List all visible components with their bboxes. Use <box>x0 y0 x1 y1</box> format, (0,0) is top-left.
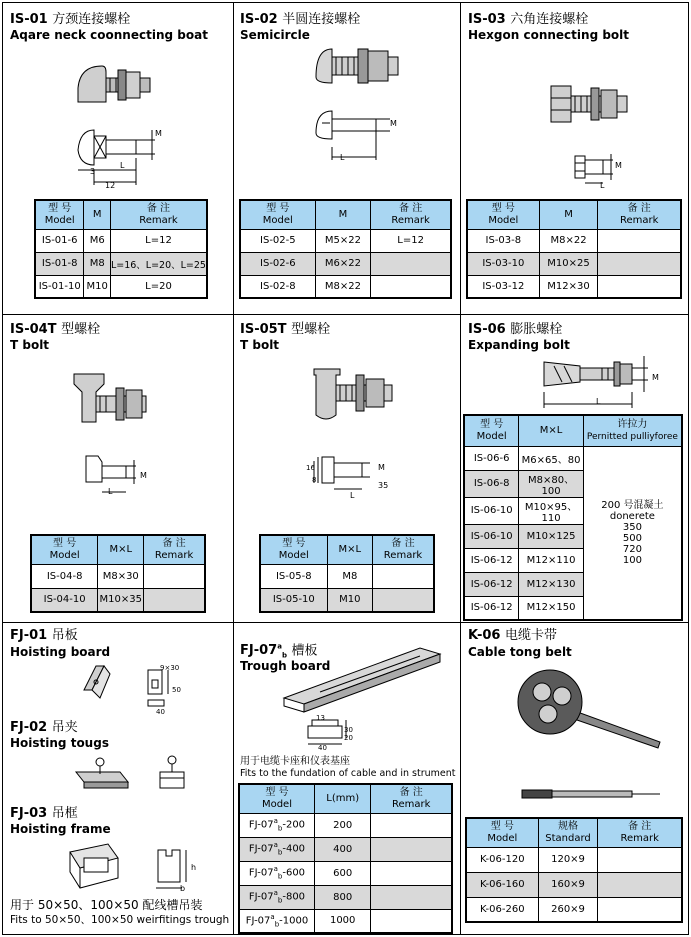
k06-drawing <box>510 662 680 812</box>
fj07-dim-20: 20 <box>344 734 353 742</box>
cell-model: IS-03-12 <box>467 275 539 298</box>
fj07-dim-13: 13 <box>316 714 325 722</box>
fj07-col-remark <box>371 784 452 813</box>
header-remark-en: Remark <box>154 549 194 561</box>
k06-col-remark <box>598 818 682 847</box>
is06-col-force <box>583 415 682 446</box>
header-model-en: Model <box>487 832 518 844</box>
is01-table <box>34 199 208 299</box>
is04-title <box>10 322 100 337</box>
cell-remark <box>598 275 681 298</box>
header-remark-en: Remark <box>620 832 659 844</box>
header-model-cn: 型 号 <box>491 202 515 214</box>
is04-dim-l: L <box>108 487 113 496</box>
cell-m: M10 <box>84 275 111 298</box>
k06-title-en: Cable tong belt <box>468 645 572 659</box>
fj07-title-cn: 槽板 <box>291 643 318 659</box>
header-remark-en: Remark <box>383 549 423 561</box>
fj07-note-cn: 用于电缆卡座和仪表基座 <box>240 756 350 767</box>
header-model-en: Model <box>476 430 507 442</box>
cell-remark <box>371 885 452 909</box>
is01-title <box>10 12 130 27</box>
table-row <box>464 446 682 470</box>
cell-m: M8×22 <box>315 275 371 298</box>
table-row <box>239 909 452 933</box>
model-sup: a <box>273 841 278 850</box>
cell-standard: 120×9 <box>538 847 598 872</box>
is03-code: IS-03 <box>468 12 506 27</box>
is03-col-m: M <box>539 200 598 229</box>
k06-title <box>468 628 557 643</box>
fj01-dim-a: 9×30 <box>160 664 180 672</box>
is06-dim-l: L <box>596 397 601 406</box>
is04-dim-m: M <box>140 471 147 480</box>
cell-model: IS-06-12 <box>464 572 519 596</box>
model-sub: b <box>277 848 283 857</box>
cell-model: IS-01-6 <box>35 229 84 252</box>
fj01-dim-b: 40 <box>156 708 165 716</box>
cell-remark <box>598 229 681 252</box>
cell-model: IS-06-10 <box>464 524 519 548</box>
cell-model: IS-04-10 <box>31 588 98 612</box>
cell-ml: M10 <box>327 588 372 612</box>
is03-title-cn: 六角连接螺栓 <box>510 12 589 27</box>
is02-dim-m: M <box>390 119 397 128</box>
is06-col-model <box>464 415 519 446</box>
is05-dim-16: 16 <box>306 464 315 472</box>
is06-title <box>468 322 562 337</box>
header-model-cn: 型 号 <box>490 820 514 832</box>
is04-col-ml: M×L <box>98 535 144 564</box>
table-row <box>239 837 452 861</box>
is04-title-cn: 型螺栓 <box>61 322 101 337</box>
header-remark-en: Remark <box>139 214 178 226</box>
is02-table <box>239 199 452 299</box>
table-row <box>260 588 434 612</box>
cell-model <box>239 837 314 861</box>
fj07-sup: a <box>277 643 282 651</box>
cell-remark <box>373 588 434 612</box>
cell-ml: M8×80、100 <box>519 470 583 497</box>
fj07-dim-30: 30 <box>344 726 353 734</box>
header-remark-cn: 备 注 <box>399 202 423 214</box>
is03-title-en: Hexgon connecting bolt <box>468 28 630 42</box>
is01-title-cn: 方颈连接螺栓 <box>52 12 131 27</box>
is02-bolt-drawing <box>310 35 420 175</box>
table-row <box>467 252 681 275</box>
model-sub: b <box>277 824 283 833</box>
k06-title-cn: 电缆卡带 <box>504 628 557 643</box>
header-remark-cn: 备 注 <box>146 202 171 214</box>
table-row <box>260 564 434 588</box>
force-note-en: donerete <box>609 510 655 522</box>
table-row <box>466 847 682 872</box>
fj03-note-cn: 用于 50×50、100×50 配线槽吊装 <box>10 898 203 912</box>
model-suffix: -800 <box>282 891 306 903</box>
cell-model: IS-06-8 <box>464 470 519 497</box>
header-standard-cn: 规格 <box>558 820 579 832</box>
k06-code: K-06 <box>468 628 501 643</box>
header-force-cn: 许拉力 <box>617 418 648 430</box>
is01-dim-m: M <box>155 129 162 138</box>
cell-model: IS-01-8 <box>35 252 84 275</box>
is01-code: IS-01 <box>10 12 48 27</box>
fj01-code: FJ-01 <box>10 628 48 643</box>
column-divider <box>460 2 461 935</box>
cell-model: IS-02-5 <box>240 229 315 252</box>
cell-remark <box>144 588 205 612</box>
fj02-title-en: Hoisting tougs <box>10 736 109 750</box>
is06-title-en: Expanding bolt <box>468 338 570 352</box>
cell-ml: M8 <box>327 564 372 588</box>
model-base: FJ-07 <box>248 819 274 831</box>
is05-code: IS-05T <box>240 322 287 337</box>
is05-dim-8: 8 <box>312 476 317 484</box>
fj07-title-en: Trough board <box>240 659 331 673</box>
cell-remark <box>371 837 452 861</box>
cell-remark: L=16、L=20、L=25 <box>110 252 207 275</box>
cell-l: 1000 <box>314 909 370 933</box>
header-model-en: Model <box>488 214 519 226</box>
table-row <box>240 275 451 298</box>
is01-col-remark <box>110 200 207 229</box>
cell-remark <box>371 275 451 298</box>
fj07-note-en: Fits to the fundation of cable and in strument <box>240 768 456 779</box>
force-value: 350 <box>622 521 642 533</box>
fj03-dim-b: b <box>180 884 186 893</box>
header-remark-cn: 备 注 <box>162 537 186 549</box>
is04-code: IS-04T <box>10 322 57 337</box>
fj03-title-cn: 吊框 <box>51 806 78 821</box>
cell-ml: M12×130 <box>519 572 583 596</box>
is01-dim-12: 12 <box>105 181 116 190</box>
model-sup: a <box>273 865 278 874</box>
is03-bolt-drawing <box>545 78 645 193</box>
table-row <box>240 252 451 275</box>
is02-col-model <box>240 200 315 229</box>
is02-col-remark <box>371 200 451 229</box>
model-sup: a <box>273 889 278 898</box>
header-remark-en: Remark <box>391 214 430 226</box>
header-model-en: Model <box>262 214 293 226</box>
table-row <box>31 564 205 588</box>
table-row <box>35 275 207 298</box>
fj01-title-en: Hoisting board <box>10 645 111 659</box>
cell-standard: 160×9 <box>538 872 598 897</box>
header-remark-cn: 备 注 <box>628 820 652 832</box>
is04-bolt-drawing <box>70 370 190 500</box>
cell-model: K-06-260 <box>466 897 538 922</box>
header-remark-cn: 备 注 <box>399 786 423 798</box>
cell-ml: M10×125 <box>519 524 583 548</box>
is05-title <box>240 322 330 337</box>
is06-bolt-drawing <box>540 352 670 412</box>
is05-col-remark <box>373 535 434 564</box>
cell-l: 600 <box>314 861 370 885</box>
is01-title-en: Aqare neck coonnecting boat <box>10 28 208 42</box>
fj07-col-l: L(mm) <box>314 784 370 813</box>
fj02-drawing <box>70 752 200 797</box>
is01-dim-l: L <box>120 161 125 170</box>
is03-dim-l: L <box>600 181 605 190</box>
model-sup: a <box>273 817 278 826</box>
header-force-en: Pernitted pulliyforee <box>586 431 678 442</box>
fj07-code-text: FJ-07 <box>240 643 278 659</box>
cell-remark <box>598 897 682 922</box>
cell-model: IS-06-10 <box>464 497 519 524</box>
force-note-cn: 200 号混凝土 <box>601 499 664 511</box>
header-remark-cn: 备 注 <box>391 537 415 549</box>
is02-code: IS-02 <box>240 12 278 27</box>
cell-model: IS-06-12 <box>464 548 519 572</box>
cell-remark: L=20 <box>110 275 207 298</box>
header-model-en: Model <box>44 214 75 226</box>
fj01-dim-c: 50 <box>172 686 181 694</box>
is05-dim-35: 35 <box>378 481 389 490</box>
force-value: 500 <box>622 532 642 544</box>
header-model-cn: 型 号 <box>265 786 289 798</box>
cell-model: IS-06-12 <box>464 596 519 620</box>
cell-model: IS-03-8 <box>467 229 539 252</box>
k06-col-model <box>466 818 538 847</box>
header-model-cn: 型 号 <box>480 418 504 430</box>
cell-ml: M10×95、110 <box>519 497 583 524</box>
fj01-title <box>10 628 78 643</box>
cell-remark: L=12 <box>371 229 451 252</box>
fj02-title <box>10 720 78 735</box>
table-row <box>239 861 452 885</box>
cell-m: M12×30 <box>539 275 598 298</box>
cell-remark <box>371 813 452 837</box>
cell-model: IS-01-10 <box>35 275 84 298</box>
is04-title-en: T bolt <box>10 338 50 352</box>
cell-l: 400 <box>314 837 370 861</box>
model-sub: b <box>274 920 280 929</box>
table-row <box>239 885 452 909</box>
cell-model: IS-06-6 <box>464 446 519 470</box>
row-divider <box>2 622 689 623</box>
header-model-en: Model <box>261 798 292 810</box>
k06-col-standard <box>538 818 598 847</box>
fj02-title-cn: 吊夹 <box>51 720 78 735</box>
model-suffix: -200 <box>282 819 306 831</box>
model-base: FJ-07 <box>248 891 274 903</box>
is06-code: IS-06 <box>468 322 506 337</box>
is02-col-m: M <box>315 200 371 229</box>
is05-col-ml: M×L <box>327 535 372 564</box>
is01-col-m: M <box>84 200 111 229</box>
table-row <box>35 252 207 275</box>
header-model-en: Model <box>278 549 309 561</box>
table-row <box>467 275 681 298</box>
fj02-code: FJ-02 <box>10 720 48 735</box>
fj07-table <box>238 783 453 934</box>
cell-m: M6×22 <box>315 252 371 275</box>
cell-remark <box>598 252 681 275</box>
cell-m: M5×22 <box>315 229 371 252</box>
header-remark-en: Remark <box>391 798 431 810</box>
cell-model: K-06-160 <box>466 872 538 897</box>
is05-title-en: T bolt <box>240 338 280 352</box>
is01-dim-3: 3 <box>90 167 96 176</box>
fj03-code: FJ-03 <box>10 806 48 821</box>
cell-remark <box>373 564 434 588</box>
header-model-cn: 型 号 <box>266 202 290 214</box>
model-suffix: -600 <box>282 867 306 879</box>
cell-standard: 260×9 <box>538 897 598 922</box>
model-sub: b <box>277 896 283 905</box>
cell-remark <box>598 847 682 872</box>
cell-ml: M10×35 <box>98 588 144 612</box>
cell-m: M8 <box>84 252 111 275</box>
k06-table <box>465 817 683 923</box>
cell-model: K-06-120 <box>466 847 538 872</box>
row-divider <box>2 314 689 315</box>
cell-remark <box>371 252 451 275</box>
fj03-title-en: Hoisting frame <box>10 822 111 836</box>
cell-model: IS-03-10 <box>467 252 539 275</box>
force-value: 100 <box>622 554 642 566</box>
is02-title <box>240 12 360 27</box>
cell-remark <box>371 909 452 933</box>
is02-dim-l: L <box>340 153 345 162</box>
fj07-col-model <box>239 784 314 813</box>
is05-bolt-drawing <box>300 365 420 505</box>
is05-table <box>259 534 435 613</box>
cell-remark: L=12 <box>110 229 207 252</box>
header-remark-en: Remark <box>619 214 659 226</box>
header-model-cn: 型 号 <box>282 537 306 549</box>
force-value: 720 <box>622 543 642 555</box>
cell-m: M10×25 <box>539 252 598 275</box>
header-remark-cn: 备 注 <box>627 202 651 214</box>
table-row <box>466 897 682 922</box>
model-base: FJ-07 <box>245 915 271 927</box>
header-standard-en: Standard <box>545 832 591 844</box>
fj03-drawing <box>60 838 210 893</box>
cell-model: IS-05-10 <box>260 588 327 612</box>
is06-table <box>463 414 683 621</box>
fj03-dim-h: h <box>191 863 197 872</box>
is04-table <box>30 534 206 613</box>
cell-remark <box>371 861 452 885</box>
model-sup: a <box>270 913 275 922</box>
table-row <box>31 588 205 612</box>
is06-title-cn: 膨胀螺栓 <box>510 322 563 337</box>
table-row <box>239 813 452 837</box>
is03-dim-m: M <box>615 161 622 170</box>
cell-force-merged <box>583 446 682 620</box>
is03-col-model <box>467 200 539 229</box>
cell-ml: M12×110 <box>519 548 583 572</box>
cell-model: IS-02-6 <box>240 252 315 275</box>
is05-dim-l: L <box>350 491 355 500</box>
is03-table <box>466 199 682 299</box>
cell-ml: M8×30 <box>98 564 144 588</box>
header-model-cn: 型 号 <box>53 537 77 549</box>
table-row <box>240 229 451 252</box>
fj07-dim-40: 40 <box>318 744 327 752</box>
model-suffix: -400 <box>282 843 306 855</box>
is01-col-model <box>35 200 84 229</box>
is05-title-cn: 型螺栓 <box>291 322 331 337</box>
table-row <box>466 872 682 897</box>
cell-model <box>239 885 314 909</box>
is05-dim-m: M <box>378 463 385 472</box>
is06-dim-m: M <box>652 373 659 382</box>
table-row <box>35 229 207 252</box>
is01-bolt-drawing <box>60 60 170 190</box>
fj03-title <box>10 806 78 821</box>
cell-remark <box>598 872 682 897</box>
cell-model <box>239 909 314 933</box>
cell-model: IS-02-8 <box>240 275 315 298</box>
is06-col-ml: M×L <box>519 415 583 446</box>
header-model-en: Model <box>49 549 80 561</box>
cell-model: IS-05-8 <box>260 564 327 588</box>
is02-title-cn: 半圆连接螺栓 <box>282 12 361 27</box>
table-row <box>467 229 681 252</box>
cell-ml: M12×150 <box>519 596 583 620</box>
fj07-sub: b <box>281 651 287 660</box>
fj01-title-cn: 吊板 <box>51 628 78 643</box>
column-divider <box>233 2 234 935</box>
model-base: FJ-07 <box>248 843 274 855</box>
cell-l: 800 <box>314 885 370 909</box>
is03-col-remark <box>598 200 681 229</box>
model-base: FJ-07 <box>248 867 274 879</box>
model-suffix: -1000 <box>279 915 309 927</box>
is04-col-remark <box>144 535 205 564</box>
cell-model: IS-04-8 <box>31 564 98 588</box>
is04-col-model <box>31 535 98 564</box>
cell-l: 200 <box>314 813 370 837</box>
cell-model <box>239 813 314 837</box>
fj07-drawing <box>280 640 450 750</box>
cell-m: M8×22 <box>539 229 598 252</box>
is05-col-model <box>260 535 327 564</box>
cell-remark <box>144 564 205 588</box>
is02-title-en: Semicircle <box>240 28 310 42</box>
cell-ml: M6×65、80 <box>519 446 583 470</box>
fj03-note-en: Fits to 50×50、100×50 weirfitings trough <box>10 914 230 926</box>
cell-m: M6 <box>84 229 111 252</box>
is03-title <box>468 12 588 27</box>
header-model-cn: 型 号 <box>48 202 72 214</box>
cell-model <box>239 861 314 885</box>
model-sub: b <box>277 872 283 881</box>
